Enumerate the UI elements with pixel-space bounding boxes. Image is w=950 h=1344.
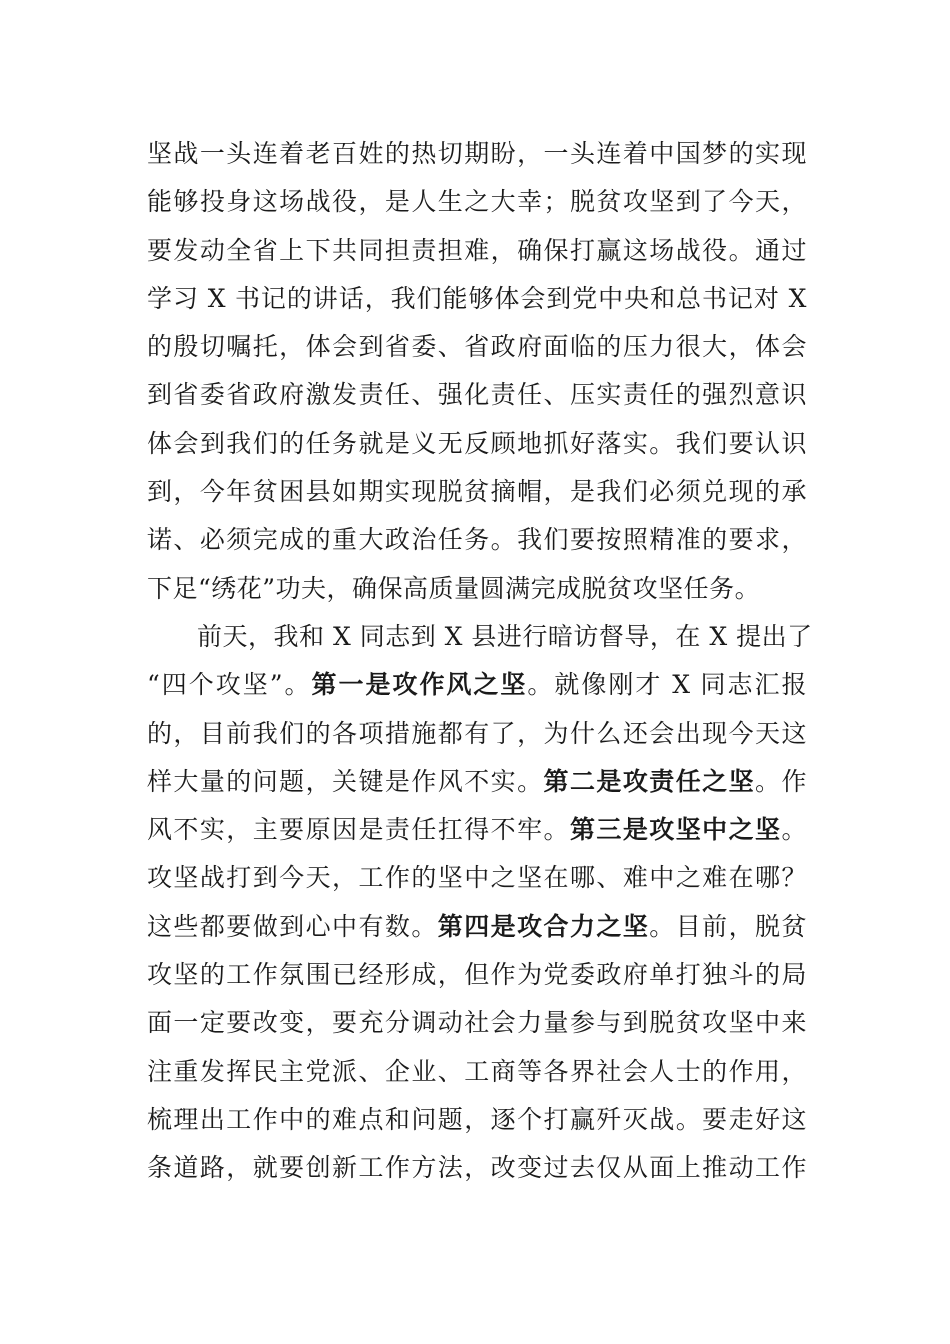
text-line [147, 661, 807, 709]
body-text: 到省委省政府激发责任、强化责任、压实责任的强烈意识 [147, 380, 807, 410]
text-line [147, 710, 807, 758]
text-line [147, 420, 807, 468]
body-text: 诺、必须完成的重大政治任务。我们要按照精准的要求， [147, 525, 807, 555]
body-text: 这些都要做到心中有数。 [147, 911, 438, 941]
text-line [147, 951, 807, 999]
body-text: 风不实，主要原因是责任扛得不牢。 [147, 815, 570, 845]
body-text: 。目前，脱贫 [649, 911, 807, 941]
text-line [147, 178, 807, 226]
text-line [147, 468, 807, 516]
body-text: 前天，我和 X 同志到 X 县进行暗访督导，在 X 提出了 [197, 621, 813, 651]
text-line [147, 130, 807, 178]
body-text: 学习 X 书记的讲话，我们能够体会到党中央和总书记对 X [147, 283, 807, 313]
body-text: 注重发挥民主党派、企业、工商等各界社会人士的作用， [147, 1056, 807, 1086]
body-text: “四个攻坚”。 [147, 670, 312, 700]
text-line [147, 854, 807, 902]
document-body [147, 130, 813, 1193]
body-text: 坚战一头连着老百姓的热切期盼，一头连着中国梦的实现 [147, 139, 807, 168]
body-text: 。 [781, 815, 807, 845]
text-line [147, 1144, 807, 1192]
text-line [147, 565, 807, 613]
text-line [147, 758, 807, 806]
bold-heading-text: 第二是攻责任之坚 [543, 766, 756, 796]
body-text: 到，今年贫困县如期实现脱贫摘帽，是我们必须兑现的承 [147, 477, 807, 507]
body-text: 。作 [755, 766, 807, 796]
bold-heading-text: 第一是攻作风之坚 [311, 670, 528, 700]
body-text: 体会到我们的任务就是义无反顾地抓好落实。我们要认识 [147, 428, 807, 458]
body-text: 梳理出工作中的难点和问题，逐个打赢歼灭战。要走好这 [147, 1104, 807, 1134]
text-line [147, 999, 807, 1047]
body-text: 能够投身这场战役，是人生之大幸；脱贫攻坚到了今天， [147, 187, 807, 217]
text-line [147, 371, 807, 419]
body-text: 条道路，就要创新工作方法，改变过去仅从面上推动工作 [147, 1153, 807, 1183]
body-text: 的，目前我们的各项措施都有了，为什么还会出现今天这 [147, 718, 807, 748]
text-line [147, 613, 813, 661]
body-text: 面一定要改变，要充分调动社会力量参与到脱贫攻坚中来 [147, 1008, 807, 1038]
body-text: 样大量的问题，关键是作风不实。 [147, 766, 544, 796]
text-line [147, 516, 807, 564]
text-line [147, 1096, 807, 1144]
body-text: 要发动全省上下共同担责担难，确保打赢这场战役。通过 [147, 235, 807, 265]
text-line [147, 903, 807, 951]
body-text: 。就像刚才 X 同志汇报 [527, 670, 807, 700]
text-line [147, 227, 807, 275]
bold-heading-text: 第四是攻合力之坚 [437, 911, 650, 941]
bold-heading-text: 第三是攻坚中之坚 [569, 815, 782, 845]
text-line [147, 806, 807, 854]
text-line [147, 1048, 807, 1096]
text-line [147, 323, 807, 371]
body-text: 下足“绣花”功夫，确保高质量圆满完成脱贫攻坚任务。 [147, 573, 761, 603]
text-line [147, 275, 807, 323]
body-text: 攻坚战打到今天，工作的坚中之坚在哪、难中之难在哪？ [147, 863, 807, 893]
body-text: 攻坚的工作氛围已经形成，但作为党委政府单打独斗的局 [147, 960, 807, 990]
body-text: 的殷切嘱托，体会到省委、省政府面临的压力很大，体会 [147, 332, 807, 362]
